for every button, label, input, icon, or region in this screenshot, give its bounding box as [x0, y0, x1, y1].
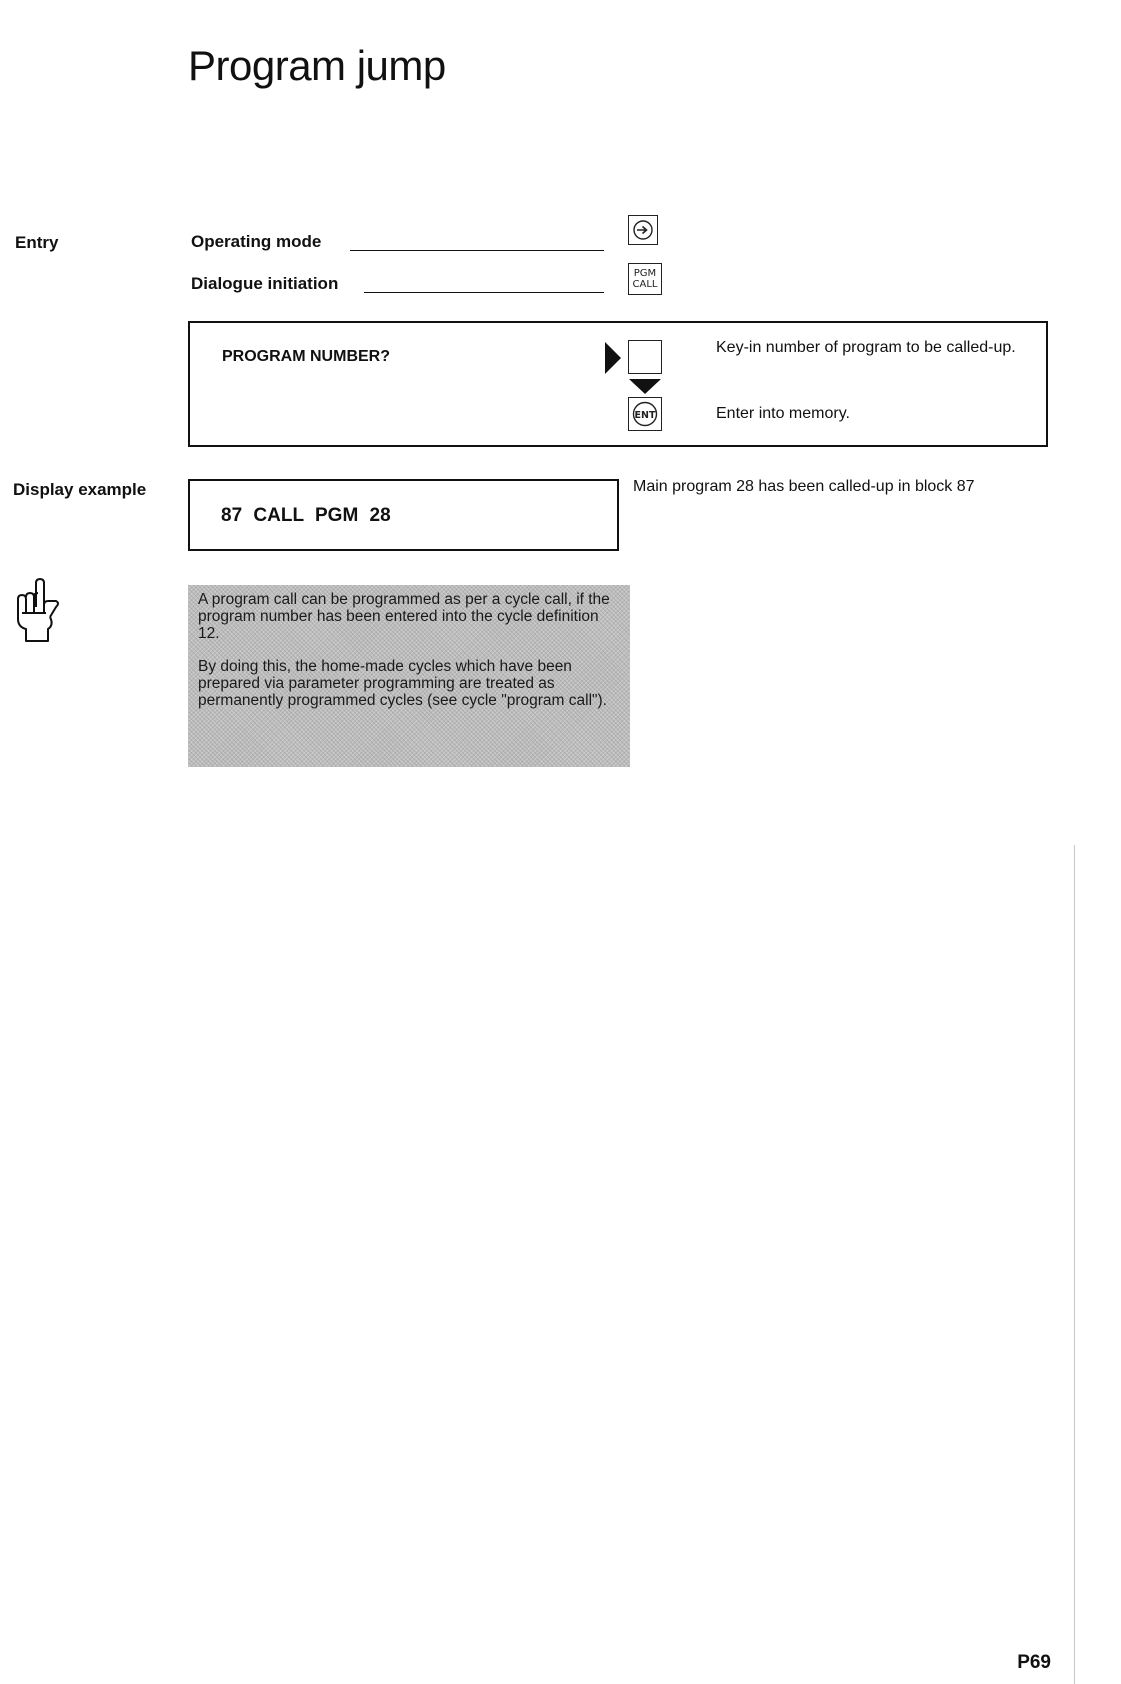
page-title: Program jump — [188, 42, 446, 89]
operating-mode-label: Operating mode — [191, 232, 322, 251]
down-arrow-icon — [627, 377, 663, 395]
ent-key-icon — [632, 401, 658, 427]
operating-mode-key[interactable] — [628, 215, 658, 245]
pgm-call-key[interactable] — [628, 263, 662, 295]
note-paragraph-1: A program call can be programmed as per a cycle call, if the program number has been entered into the cycle definition 12. — [198, 591, 610, 642]
operating-mode-leader-line — [350, 250, 604, 251]
program-mode-key-icon — [632, 219, 654, 241]
step1-description: Key-in number of program to be called-up. — [716, 339, 1016, 356]
prompt-arrow-icon — [603, 340, 623, 376]
dialogue-initiation-label: Dialogue initiation — [191, 274, 339, 293]
page-number: P69 — [1017, 1652, 1051, 1673]
display-screen-text: 87 CALL PGM 28 — [221, 505, 391, 526]
note-paragraph-2: By doing this, the home-made cycles which have been prepared via parameter programming are treated as permanently programmed cycles (see cycle "program call"). — [198, 658, 607, 709]
pgm-call-key-label: PGM CALL — [632, 268, 658, 290]
dialog-prompt: PROGRAM NUMBER? — [222, 348, 390, 365]
number-entry-key[interactable] — [628, 340, 662, 374]
ent-key[interactable] — [628, 397, 662, 431]
display-caption: Main program 28 has been called-up in block 87 — [633, 478, 975, 495]
svg-text:ENT: ENT — [634, 410, 656, 421]
dialogue-initiation-leader-line — [364, 292, 604, 293]
margin-line — [1074, 845, 1075, 1684]
pointing-hand-icon — [12, 577, 64, 643]
entry-label: Entry — [15, 233, 59, 252]
display-example-label: Display example — [13, 480, 147, 499]
step2-description: Enter into memory. — [716, 405, 850, 422]
note-box — [188, 585, 630, 767]
